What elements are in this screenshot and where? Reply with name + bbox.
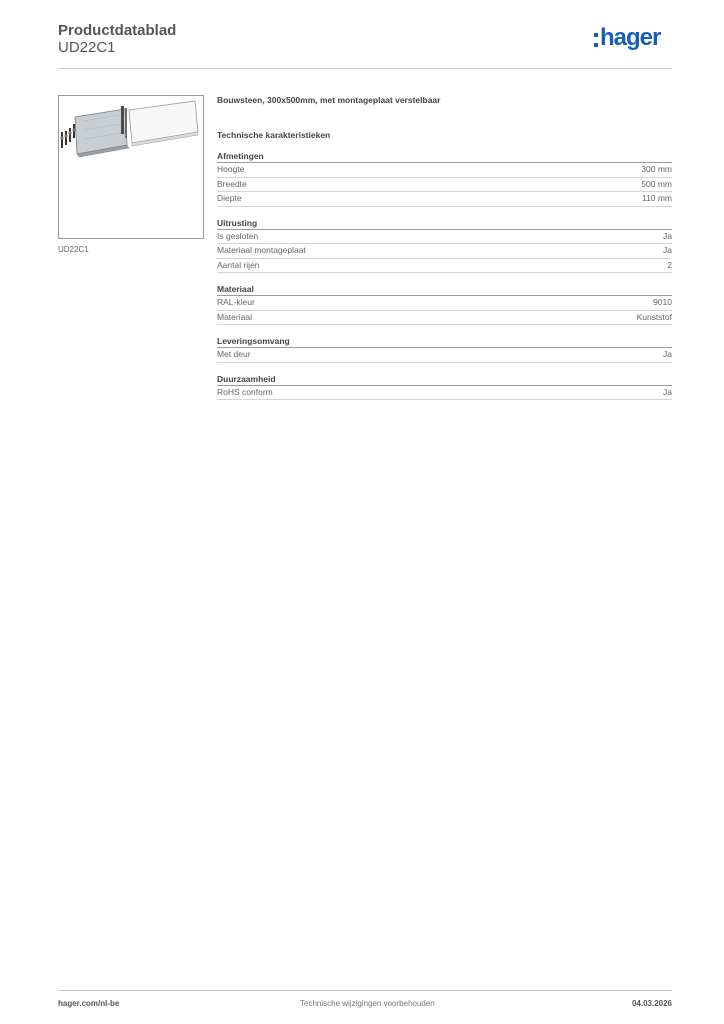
spec-row bbox=[217, 296, 672, 311]
spec-value: 110 mm bbox=[641, 193, 672, 203]
spec-row bbox=[217, 178, 672, 193]
spec-label: Is gesloten bbox=[217, 230, 259, 241]
spec-value: 300 mm bbox=[641, 164, 672, 174]
spec-label: RAL-kleur bbox=[217, 297, 255, 307]
section-title: Duurzaamheid bbox=[217, 374, 672, 386]
spec-row bbox=[217, 230, 672, 245]
spec-value: Ja bbox=[663, 230, 672, 241]
image-caption: UD22C1 bbox=[58, 245, 89, 254]
footer-divider bbox=[58, 990, 672, 991]
spec-section bbox=[217, 151, 672, 207]
spec-value: Ja bbox=[663, 386, 672, 397]
tech-heading: Technische karakteristieken bbox=[217, 130, 331, 140]
spec-value: 9010 bbox=[653, 297, 672, 307]
spec-value: Ja bbox=[663, 349, 672, 359]
spec-row bbox=[217, 259, 672, 274]
spec-label: Hoogte bbox=[217, 164, 245, 174]
spec-row bbox=[217, 192, 672, 207]
section-title: Leveringsomvang bbox=[217, 336, 672, 348]
footer-website: hager.com/nl-be bbox=[58, 999, 120, 1008]
section-title: Afmetingen bbox=[217, 151, 672, 163]
spec-section bbox=[217, 284, 672, 325]
spec-section bbox=[217, 374, 672, 401]
spec-row bbox=[217, 386, 672, 401]
spec-content bbox=[217, 95, 672, 400]
spec-row bbox=[217, 348, 672, 363]
section-title: Uitrusting bbox=[217, 218, 672, 230]
footer-note: Technische wijzigingen voorbehouden bbox=[300, 999, 435, 1008]
spec-section bbox=[217, 336, 672, 363]
product-image bbox=[58, 95, 204, 239]
section-title: Materiaal bbox=[217, 284, 672, 296]
spec-label: Breedte bbox=[217, 178, 247, 189]
spec-row bbox=[217, 244, 672, 259]
logo-colon-icon bbox=[594, 33, 598, 53]
enclosure-illustration bbox=[59, 96, 203, 238]
spec-label: Met deur bbox=[217, 349, 251, 359]
spec-label: RoHS conform bbox=[217, 386, 273, 397]
spec-row bbox=[217, 311, 672, 326]
spec-row bbox=[217, 163, 672, 178]
spec-section bbox=[217, 218, 672, 274]
spec-value: Ja bbox=[663, 245, 672, 255]
spec-value: 500 mm bbox=[641, 178, 672, 189]
logo-text: hager bbox=[600, 24, 661, 51]
spec-value: 2 bbox=[667, 259, 672, 270]
page-title: Productdatablad bbox=[58, 22, 177, 39]
spec-label: Materiaal montageplaat bbox=[217, 245, 306, 255]
header-divider bbox=[58, 68, 672, 69]
footer-date: 04.03.2026 bbox=[631, 999, 672, 1008]
spec-label: Aantal rijen bbox=[217, 259, 260, 270]
product-description: Bouwsteen, 300x500mm, met montageplaat verstelbaar bbox=[217, 95, 441, 105]
spec-label: Materiaal bbox=[217, 311, 252, 322]
product-code: UD22C1 bbox=[58, 39, 116, 56]
spec-value: Kunststof bbox=[636, 311, 672, 322]
spec-label: Diepte bbox=[217, 193, 242, 203]
